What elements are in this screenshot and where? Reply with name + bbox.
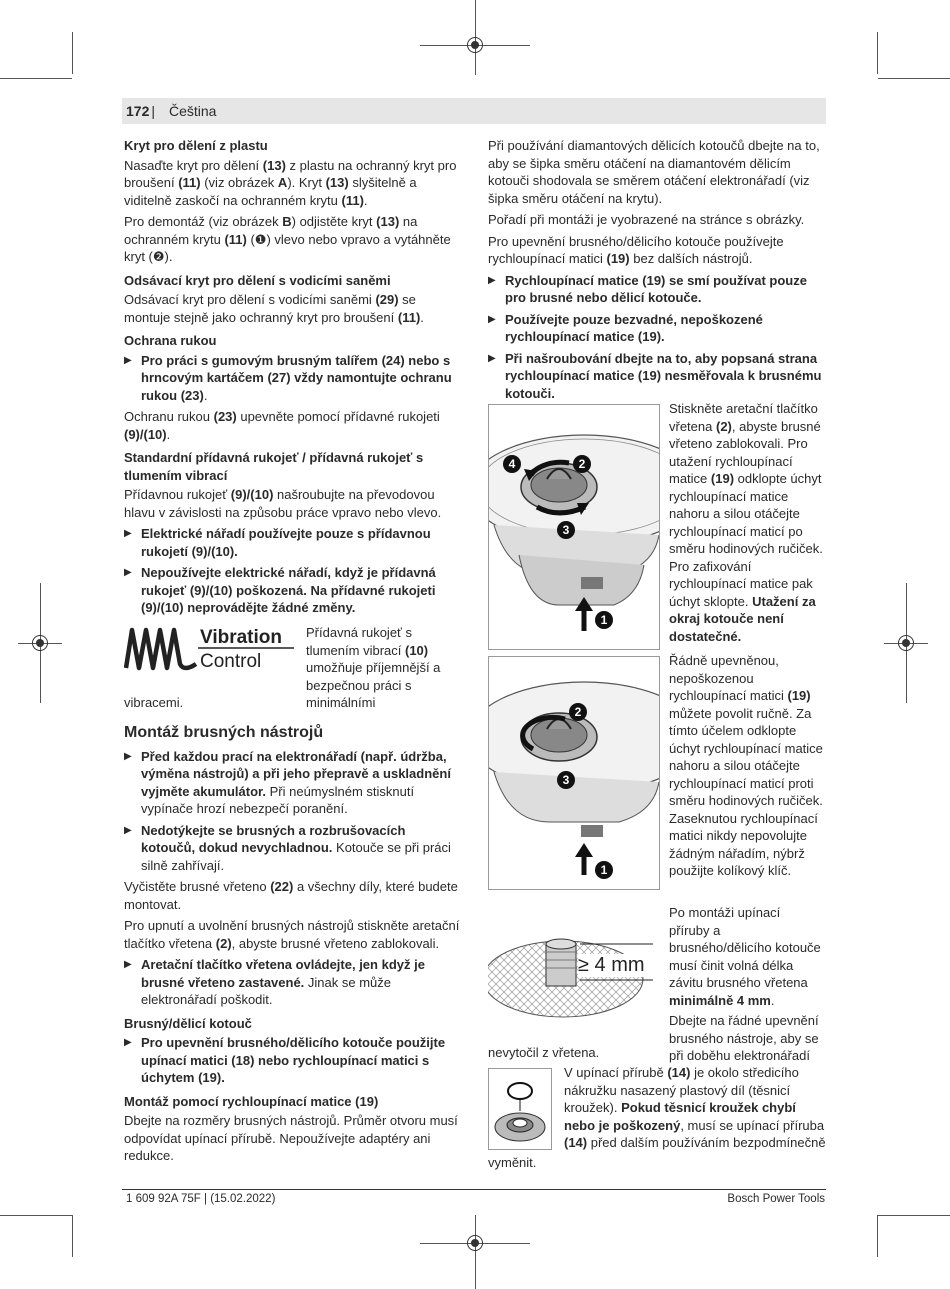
figure1-text: Stiskněte aretační tlačítko vřetena (2), abyste brusné vřeteno zablokovali. Pro utažení rychloupínací matice (19) odklopte úchyt rychloupínací matice nahoru a silou otáčejte rychloupínací maticí po směru hodinových ručiček. Pro zafixování rychloupínací matice pak úchyt sklopte. Utažení za okraj kotouče není dostatečné.: [669, 401, 823, 644]
figure-thread-length: [488, 904, 658, 1034]
bullet-warning: ▶ Rychloupínací matice (19) se smí používat pouze pro brusné nebo dělicí kotouče.: [488, 272, 826, 307]
callout-4: 4: [503, 455, 521, 473]
callout-2: 2: [573, 455, 591, 473]
registration-mark: [467, 37, 483, 53]
crop-mark: [878, 1215, 950, 1216]
page-number: 172 |: [126, 103, 155, 119]
paragraph: Odsávací kryt pro dělení s vodicími saněmi (29) se montuje stejně jako ochranný kryt pro broušení (11).: [124, 292, 424, 325]
registration-mark: [32, 635, 48, 651]
figure-loosen-quick-nut: [488, 656, 660, 890]
bullet-warning: ▶ Nedotýkejte se brusných a rozbrušovacích kotoučů, dokud nevychladnou. Kotouče se při práci silně zahřívají.: [124, 822, 462, 875]
bullet-warning: ▶ Pro práci s gumovým brusným talířem (24) nebo s hrncovým kartáčem (27) vždy namontujte ochranu rukou (23).: [124, 352, 462, 405]
paragraph: Při používání diamantových dělicích kotoučů dbejte na to, aby se šipka směru otáčení na diamantovém dělicím kotouči shodovala se směrem otáčení elektronářadí (viz šipka směru otáčení na krytu).: [488, 138, 820, 206]
heading-quick-nut: Montáž pomocí rychloupínací matice (19): [124, 1093, 379, 1109]
paragraph: Vyčistěte brusné vřeteno (22) a všechny díly, které budete montovat.: [124, 879, 458, 912]
registration-mark: [467, 1235, 483, 1251]
callout-1: 1: [595, 861, 613, 879]
crop-mark: [72, 1215, 73, 1257]
paragraph: Pro demontáž (viz obrázek B) odjistěte kryt (13) na ochranném krytu (11) (❶) vlevo nebo vpravo a vytáhněte kryt (❷).: [124, 214, 451, 264]
heading-mounting-tools: Montáž brusných nástrojů: [124, 724, 324, 741]
callout-1: 1: [595, 611, 613, 629]
bullet-warning: ▶ Elektrické nářadí používejte pouze s přídavnou rukojetí (9)/(10).: [124, 525, 462, 560]
figure-seal-ring: [488, 1068, 552, 1150]
flange-illustration: [489, 1069, 551, 1149]
vibration-tail: vibracemi.: [124, 695, 184, 710]
crop-mark: [72, 32, 73, 74]
registration-mark: [898, 635, 914, 651]
right-column: [488, 137, 826, 406]
figure2-text: Řádně upevněnou, nepoškozenou rychloupínací matici (19) můžete povolit ručně. Za tímto účelem odklopte úchyt rychloupínací matice nahoru a silou otáčejte rychloupínací maticí proti směru hodinových ručiček. Zaseknutou rychloupínací matici nikdy nepovolujte žádným nářadím, nýbrž použijte kolíkový klíč.: [669, 653, 823, 878]
bullet-warning: ▶ Nepoužívejte elektrické nářadí, když je přídavná rukojeť (9)/(10) poškozená. Na přídavné rukojeti (9)/(10) neprovádějte žádné změny.: [124, 564, 462, 617]
footer-rule: [122, 1189, 826, 1190]
vibration-text: Přídavná rukojeť s tlumením vibrací (10) umožňuje příjemnější a bezpečnou práci s minimálními: [306, 625, 441, 710]
heading-plastic-cover: Kryt pro dělení z plastu: [124, 138, 268, 153]
paragraph: Nasaďte kryt pro dělení (13) z plastu na ochranný kryt pro broušení (11) (viz obrázek A). Kryt (13) slyšitelně a viditelně zaskočí na ochranném krytu (11).: [124, 157, 457, 208]
figure-tighten-quick-nut: [488, 404, 660, 650]
crop-mark: [0, 1215, 72, 1216]
vibration-wave-icon: [126, 630, 196, 668]
vibration-logo-line1: Vibration: [200, 627, 282, 648]
paragraph: Dbejte na rozměry brusných nástrojů. Průměr otvoru musí odpovídat upínací přírubě. Nepoužívejte adaptéry ani redukce.: [124, 1113, 458, 1163]
callout-3: 3: [557, 771, 575, 789]
bullet-warning: ▶ Před každou prací na elektronářadí (např. údržba, výměna nástrojů) a při jeho přepravě a uskladnění vyjměte akumulátor. Při neúmyslném stisknutí vypínače hrozí nebezpečí poranění.: [124, 748, 462, 818]
page-language: Čeština: [169, 103, 217, 119]
figure4-tail: vyměnit.: [488, 1155, 537, 1170]
crop-mark: [0, 78, 72, 79]
vibration-control-logo: [124, 624, 296, 672]
paragraph: Pořadí při montáži je vyobrazené na stránce s obrázky.: [488, 212, 805, 227]
crop-mark: [877, 1215, 878, 1257]
callout-2: 2: [569, 703, 587, 721]
bullet-warning: ▶ Používejte pouze bezvadné, nepoškozené rychloupínací matice (19).: [488, 311, 826, 346]
footer-doc-id: 1 609 92A 75F | (15.02.2022): [126, 1193, 276, 1205]
paragraph: Dbejte na řádné upevnění brusného nástroje, aby se při doběhu elektronářadí: [669, 1013, 819, 1063]
heading-grinding-disc: Brusný/dělicí kotouč: [124, 1015, 252, 1031]
footer-brand: Bosch Power Tools: [727, 1193, 825, 1205]
paragraph: Po montáži upínací příruby a brusného/dělicího kotouče musí činit volná délka závitu brusného vřetena minimálně 4 mm.: [669, 905, 821, 1008]
bullet-warning: ▶ Aretační tlačítko vřetena ovládejte, jen když je brusné vřeteno zastavené. Jinak se může elektronářadí poškodit.: [124, 956, 462, 1009]
heading-hand-guard: Ochrana rukou: [124, 333, 217, 348]
paragraph: Pro upnutí a uvolnění brusných nástrojů stiskněte aretační tlačítko vřetena (2), abyste brusné vřeteno zablokovali.: [124, 918, 460, 951]
paragraph: Pro upevnění brusného/dělicího kotouče používejte rychloupínací matici (19) bez dalších nástrojů.: [488, 233, 784, 266]
paragraph: Ochranu rukou (23) upevněte pomocí přídavné rukojeti (9)/(10).: [124, 409, 440, 442]
left-column: [124, 137, 462, 621]
bullet-warning: ▶ Při našroubování dbejte na to, aby popsaná strana rychloupínací matice (19) nesměřovala k brusnému kotouči.: [488, 350, 826, 403]
callout-3: 3: [557, 521, 575, 539]
bullet-warning: ▶ Pro upevnění brusného/dělicího kotouče použijte upínací matici (18) nebo rychloupínací matici s úchytem (19).: [124, 1034, 462, 1087]
grinder-illustration: [489, 657, 659, 889]
thread-length-label: ≥ 4 mm: [578, 954, 645, 976]
figure3-text: [669, 904, 824, 1065]
header-bar: [122, 98, 826, 124]
crop-mark: [878, 78, 950, 79]
heading-extraction-cover: Odsávací kryt pro dělení s vodicími saněmi: [124, 272, 391, 288]
vibration-logo-line2: Control: [200, 651, 262, 672]
figure4-text: V upínací přírubě (14) je okolo středicího nákružku nasazený plastový díl (těsnicí kroužek). Pokud těsnicí kroužek chybí nebo je poškozený, musí se upínací příruba (14) před dalším používáním bezpodmínečně: [564, 1065, 826, 1150]
left-column-lower: [124, 712, 462, 1169]
heading-aux-handle: Standardní přídavná rukojeť / přídavná rukojeť s tlumením vibrací: [124, 450, 424, 483]
crop-mark: [877, 32, 878, 74]
paragraph: Přídavnou rukojeť (9)/(10) našroubujte na převodovou hlavu v závislosti na způsobu práce vpravo nebo vlevo.: [124, 487, 442, 520]
crop-mark: [475, 1215, 476, 1289]
figure3-tail: nevytočil z vřetena.: [488, 1045, 600, 1060]
